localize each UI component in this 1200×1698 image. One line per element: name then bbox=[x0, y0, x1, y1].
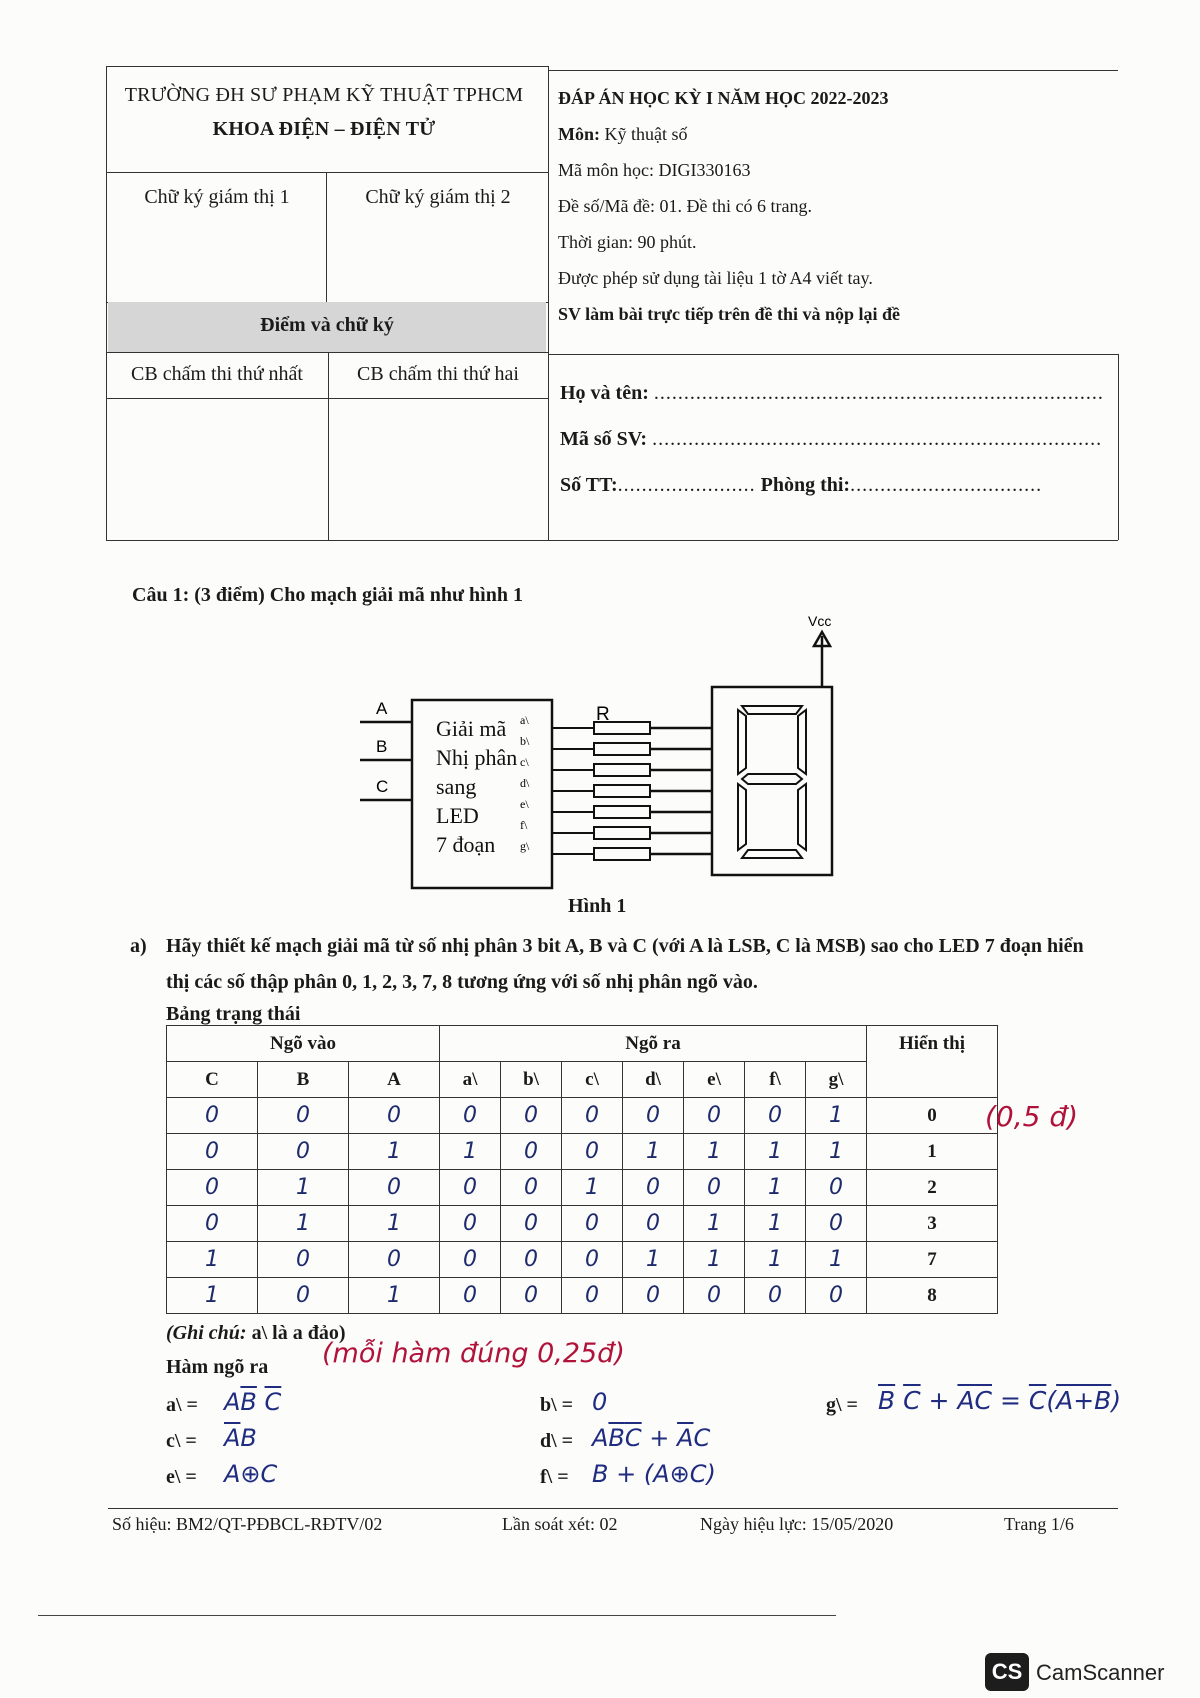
column-header: d\ bbox=[623, 1062, 684, 1098]
group-display-header: Hiển thị bbox=[867, 1026, 998, 1062]
table-cell: 0 bbox=[745, 1098, 806, 1134]
output-label: d\ bbox=[520, 776, 530, 790]
footer-effective-date: Ngày hiệu lực: 15/05/2020 bbox=[700, 1514, 894, 1534]
output-label: b\ bbox=[520, 734, 530, 748]
table-cell: 1 bbox=[349, 1278, 440, 1314]
student-id-dots: ........................................................................... bbox=[652, 428, 1103, 450]
faculty-name: KHOA ĐIỆN – ĐIỆN TỬ bbox=[212, 118, 436, 140]
name-label: Họ và tên: bbox=[560, 382, 649, 404]
display-digit: 7 bbox=[867, 1242, 998, 1278]
column-header: g\ bbox=[806, 1062, 867, 1098]
table-cell: 0 bbox=[440, 1098, 501, 1134]
table-cell: 1 bbox=[623, 1134, 684, 1170]
output-label: e\ bbox=[520, 797, 529, 811]
table-cell: 1 bbox=[806, 1242, 867, 1278]
table-cell: 1 bbox=[684, 1134, 745, 1170]
table-cell: 0 bbox=[562, 1278, 623, 1314]
grader1-label: CB chấm thi thứ nhất bbox=[131, 363, 303, 385]
functions-score-annotation: (mỗi hàm đúng 0,25đ) bbox=[322, 1338, 625, 1369]
decoder-line-2: Nhị phân bbox=[436, 745, 518, 770]
score-signature-label: Điểm và chữ ký bbox=[260, 314, 394, 336]
materials: Được phép sử dụng tài liệu 1 tờ A4 viết tay. bbox=[558, 268, 873, 288]
table-row bbox=[167, 1242, 998, 1278]
func-e-value: A⊕C bbox=[224, 1460, 278, 1488]
output-lines bbox=[520, 713, 712, 860]
proctor1-label: Chữ ký giám thị 1 bbox=[144, 186, 290, 208]
table-row bbox=[167, 1206, 998, 1242]
table-cell: 1 bbox=[623, 1242, 684, 1278]
display-digit: 1 bbox=[867, 1134, 998, 1170]
state-table-title: Bảng trạng thái bbox=[166, 1003, 301, 1025]
room-dots: ................................ bbox=[850, 474, 1043, 496]
func-g-value: $\overline{B}$ $\overline{C} + \overline{A}\overline{C} = \overline{C}(A+B)$ bbox=[878, 1386, 1122, 1415]
table-cell: 0 bbox=[167, 1170, 258, 1206]
input-c-label: C bbox=[376, 777, 389, 796]
segment-d bbox=[742, 850, 802, 858]
output-label: a\ bbox=[520, 713, 529, 727]
student-info bbox=[560, 370, 1104, 508]
instruction: SV làm bài trực tiếp trên đề thi và nộp lại đề bbox=[558, 304, 900, 324]
group-inputs-header: Ngõ vào bbox=[167, 1026, 440, 1062]
proctor2-label: Chữ ký giám thị 2 bbox=[365, 186, 511, 208]
table-cell: 1 bbox=[562, 1170, 623, 1206]
table-cell: 0 bbox=[349, 1242, 440, 1278]
table-cell: 0 bbox=[501, 1278, 562, 1314]
resistor bbox=[594, 827, 650, 839]
func-d-value: $A\overline{B}\overline{C} + \overline{A}C$ bbox=[592, 1424, 711, 1452]
table-cell: 1 bbox=[745, 1206, 806, 1242]
table-cell: 1 bbox=[167, 1242, 258, 1278]
table-cell: 0 bbox=[623, 1278, 684, 1314]
display-digit: 2 bbox=[867, 1170, 998, 1206]
course-code: Mã môn học: DIGI330163 bbox=[558, 160, 751, 180]
table-row bbox=[167, 1098, 998, 1134]
exam-code: Đề số/Mã đề: 01. Đề thi có 6 trang. bbox=[558, 196, 812, 216]
table-cell: 0 bbox=[440, 1278, 501, 1314]
column-header: c\ bbox=[562, 1062, 623, 1098]
table-cell: 0 bbox=[167, 1134, 258, 1170]
question-1-title: Câu 1: (3 điểm) Cho mạch giải mã như hình 1 bbox=[132, 584, 523, 606]
decoder-text bbox=[436, 716, 523, 857]
table-cell: 1 bbox=[258, 1206, 349, 1242]
table-cell: 1 bbox=[806, 1098, 867, 1134]
table-cell: 0 bbox=[349, 1170, 440, 1206]
output-label: g\ bbox=[520, 839, 530, 853]
table-cell: 1 bbox=[440, 1134, 501, 1170]
display-digit: 8 bbox=[867, 1278, 998, 1314]
table-cell: 0 bbox=[623, 1206, 684, 1242]
segment-f bbox=[738, 710, 746, 774]
column-header: b\ bbox=[501, 1062, 562, 1098]
table-cell: 1 bbox=[258, 1170, 349, 1206]
table-row bbox=[167, 1134, 998, 1170]
table-cell: 0 bbox=[684, 1098, 745, 1134]
resistor bbox=[594, 806, 650, 818]
group-outputs-header: Ngõ ra bbox=[440, 1026, 867, 1062]
table-cell: 0 bbox=[806, 1170, 867, 1206]
func-a-value: $A\overline{B}$ $\overline{C}$ bbox=[224, 1388, 282, 1416]
column-header: C bbox=[167, 1062, 258, 1098]
segment-b bbox=[798, 710, 806, 774]
school-header bbox=[108, 78, 540, 146]
vcc-label: Vcc bbox=[808, 613, 832, 629]
table-cell: 0 bbox=[258, 1098, 349, 1134]
func-g-plus: + bbox=[928, 1386, 950, 1415]
subject: Kỹ thuật số bbox=[604, 124, 688, 144]
table-cell: 1 bbox=[167, 1278, 258, 1314]
table-cell: 0 bbox=[623, 1170, 684, 1206]
camscanner-logo: CS bbox=[985, 1653, 1029, 1691]
column-header: f\ bbox=[745, 1062, 806, 1098]
table-cell: 0 bbox=[745, 1278, 806, 1314]
table-row bbox=[167, 1170, 998, 1206]
table-cell: 0 bbox=[562, 1098, 623, 1134]
table-cell: 0 bbox=[501, 1170, 562, 1206]
display-digit: 3 bbox=[867, 1206, 998, 1242]
table-cell: 1 bbox=[806, 1134, 867, 1170]
output-label: f\ bbox=[520, 818, 528, 832]
segment-e bbox=[738, 784, 746, 850]
resistor-label: R bbox=[596, 704, 610, 725]
name-dots: ........................................................................... bbox=[653, 382, 1104, 404]
footer-revision: Lần soát xét: 02 bbox=[502, 1514, 618, 1534]
decoder-line-4: LED bbox=[436, 803, 479, 828]
decoder-line-1: Giải mã bbox=[436, 716, 507, 741]
note-text: a\ là a đảo) bbox=[251, 1322, 346, 1344]
func-e-label: e\ = bbox=[166, 1466, 197, 1488]
display-header-blank bbox=[867, 1062, 998, 1098]
camscanner-text: CamScanner bbox=[1036, 1660, 1165, 1685]
column-header: e\ bbox=[684, 1062, 745, 1098]
table-cell: 0 bbox=[562, 1134, 623, 1170]
table-cell: 1 bbox=[745, 1242, 806, 1278]
part-a-label: a) bbox=[130, 935, 147, 957]
display-digit: 0 bbox=[867, 1098, 998, 1134]
table-cell: 0 bbox=[806, 1278, 867, 1314]
table-cell: 0 bbox=[349, 1098, 440, 1134]
output-label: c\ bbox=[520, 755, 529, 769]
note bbox=[166, 1322, 345, 1345]
grader2-label: CB chấm thi thứ hai bbox=[357, 363, 519, 385]
table-cell: 0 bbox=[684, 1170, 745, 1206]
column-header: a\ bbox=[440, 1062, 501, 1098]
segment-a bbox=[742, 706, 802, 714]
student-id-label: Mã số SV: bbox=[560, 428, 648, 450]
table-cell: 0 bbox=[440, 1242, 501, 1278]
decoder-circuit-diagram bbox=[350, 608, 850, 898]
func-d-label: d\ = bbox=[540, 1430, 574, 1452]
table-cell: 0 bbox=[258, 1278, 349, 1314]
table-cell: 0 bbox=[684, 1278, 745, 1314]
seat-number-dots: ....................... bbox=[617, 474, 756, 496]
func-a-label: a\ = bbox=[166, 1394, 198, 1416]
table-cell: 0 bbox=[501, 1242, 562, 1278]
decoder-line-3: sang bbox=[436, 774, 477, 799]
segments bbox=[738, 706, 806, 858]
table-cell: 0 bbox=[440, 1206, 501, 1242]
footer-doc-number: Số hiệu: BM2/QT-PĐBCL-RĐTV/02 bbox=[112, 1514, 383, 1534]
func-b-label: b\ = bbox=[540, 1394, 574, 1416]
exam-info bbox=[558, 80, 1118, 332]
func-c-label: c\ = bbox=[166, 1430, 197, 1452]
func-g-label: g\ = bbox=[826, 1394, 858, 1416]
exam-title: ĐÁP ÁN HỌC KỲ I NĂM HỌC 2022-2023 bbox=[558, 88, 889, 108]
table-cell: 0 bbox=[501, 1098, 562, 1134]
seven-segment-display bbox=[712, 687, 832, 875]
table-cell: 0 bbox=[258, 1134, 349, 1170]
table-cell: 0 bbox=[562, 1206, 623, 1242]
table-row bbox=[167, 1278, 998, 1314]
table-cell: 0 bbox=[167, 1098, 258, 1134]
table-cell: 1 bbox=[349, 1134, 440, 1170]
state-table bbox=[166, 1025, 998, 1314]
resistor bbox=[594, 785, 650, 797]
func-d-plus: + bbox=[649, 1424, 670, 1452]
segment-g bbox=[742, 774, 802, 784]
footer-page: Trang 1/6 bbox=[1004, 1514, 1074, 1534]
func-f-value: B + (A⊕C) bbox=[592, 1460, 716, 1488]
subject-line bbox=[558, 116, 1118, 152]
func-f-label: f\ = bbox=[540, 1466, 569, 1488]
functions-label: Hàm ngõ ra bbox=[166, 1356, 269, 1378]
column-header: B bbox=[258, 1062, 349, 1098]
seat-number-label: Số TT: bbox=[560, 474, 618, 496]
resistor bbox=[594, 743, 650, 755]
table-cell: 0 bbox=[258, 1242, 349, 1278]
table-cell: 1 bbox=[684, 1206, 745, 1242]
table-cell: 0 bbox=[562, 1242, 623, 1278]
input-a-label: A bbox=[376, 699, 388, 718]
subject-label: Môn: bbox=[558, 124, 600, 144]
input-b-label: B bbox=[376, 737, 388, 756]
room-label: Phòng thi: bbox=[760, 474, 851, 496]
func-g-equals: = bbox=[999, 1386, 1021, 1415]
func-b-value: 0 bbox=[592, 1388, 608, 1416]
table-cell: 1 bbox=[349, 1206, 440, 1242]
column-header: A bbox=[349, 1062, 440, 1098]
part-a-text: Hãy thiết kế mạch giải mã từ số nhị phân 3 bit A, B và C (với A là LSB, C là MSB) sao cho LED 7 đoạn hiển thị các số thập phân 0, 1, 2, 3, 7, 8 tương ứng với số nhị phân ngõ vào. bbox=[166, 935, 1084, 993]
resistor bbox=[594, 848, 650, 860]
table-cell: 1 bbox=[745, 1170, 806, 1206]
table-cell: 0 bbox=[167, 1206, 258, 1242]
func-c-value: $\overline{A}B$ bbox=[224, 1424, 257, 1452]
school-name: TRƯỜNG ĐH SƯ PHẠM KỸ THUẬT TPHCM bbox=[124, 84, 524, 106]
table-cell: 1 bbox=[745, 1134, 806, 1170]
table-score-annotation: (0,5 đ) bbox=[985, 1100, 1079, 1133]
table-cell: 0 bbox=[806, 1206, 867, 1242]
figure-caption: Hình 1 bbox=[568, 895, 627, 917]
note-label: (Ghi chú: bbox=[166, 1322, 247, 1344]
segment-c bbox=[798, 784, 806, 850]
duration: Thời gian: 90 phút. bbox=[558, 232, 697, 252]
resistor bbox=[594, 764, 650, 776]
table-cell: 0 bbox=[501, 1206, 562, 1242]
table-cell: 0 bbox=[440, 1170, 501, 1206]
table-cell: 0 bbox=[501, 1134, 562, 1170]
table-cell: 0 bbox=[623, 1098, 684, 1134]
decoder-line-5: 7 đoạn bbox=[436, 832, 496, 857]
table-cell: 1 bbox=[684, 1242, 745, 1278]
